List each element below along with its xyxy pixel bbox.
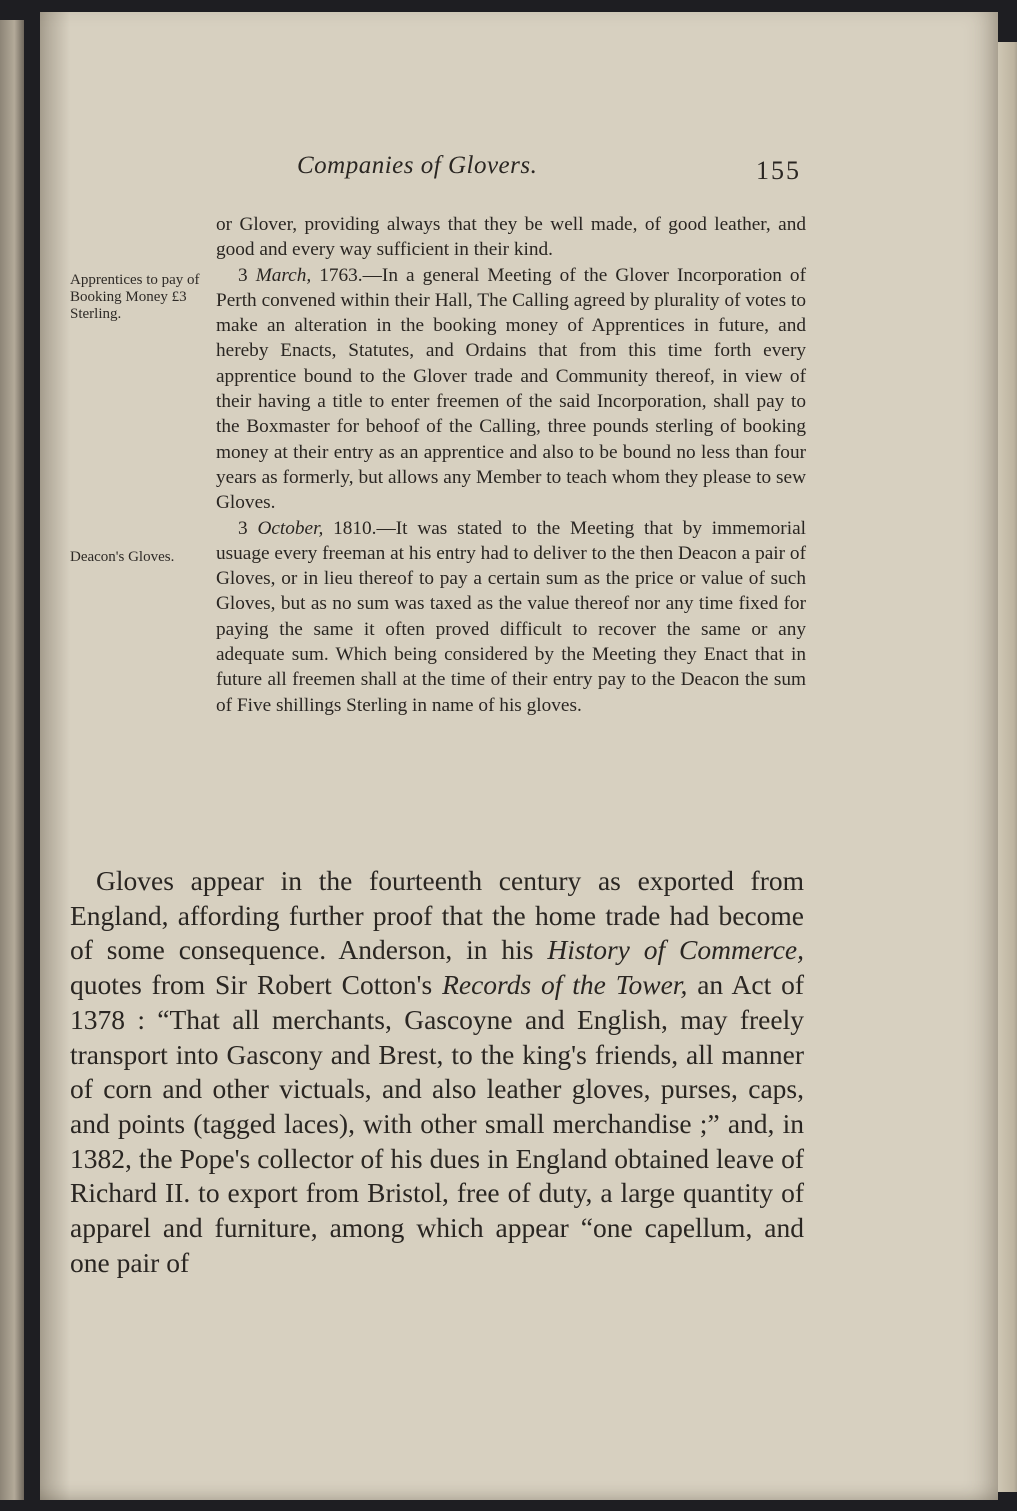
entry-1810-day: 3 xyxy=(238,517,258,539)
running-header: Companies of Glovers. xyxy=(297,152,538,179)
previous-page-edge xyxy=(0,20,24,1500)
margin-note-apprentices: Apprentices to pay of Booking Money £3 Sterling. xyxy=(70,272,200,322)
body-paragraph xyxy=(70,864,804,1280)
entry-1810-text: 1810.—It was stated to the Meeting that by immemorial usuage every freeman at his entry had to deliver to the then Deacon a pair of Gloves, or in lieu thereof to pay a certain sum as the price or value of such Gloves, but as no sum was taxed as the value thereof nor any time fixed for paying the same it often proved difficult to recover the same or any adequate sum. Which being considered by the Meeting they Enact that in future all freemen shall at the time of their entry pay to the Deacon the sum of Five shillings Sterling in name of his gloves. xyxy=(216,517,807,716)
entry-1763-month: March, xyxy=(255,264,312,286)
continuation-paragraph: or Glover, providing always that they be well made, of good leather, and good and every way sufficient in their kind. xyxy=(216,214,806,261)
book-title-history-of-commerce: History of Commerce, xyxy=(547,934,804,966)
page-number: 155 xyxy=(756,156,801,185)
entry-1763-day: 3 xyxy=(238,264,256,286)
book-title-records-of-the-tower: Records of the Tower, xyxy=(442,969,688,1001)
body-text-part-3: an Act of 1378 : “That all merchants, Gascoyne and English, may freely transport into Gascony and Brest, to the king's friends, all manner of corn and other victuals, and also leather gloves, purses, caps, and points (tagged laces), with other small merchandise ;” and, in 1382, the Pope's collector of his dues in England obtained leave of Richard II. to export from Bristol, free of duty, a large quantity of apparel and furniture, among which appear “one capellum, and one pair of xyxy=(70,969,804,1278)
entry-1810-month: October, xyxy=(257,517,324,539)
body-text-part-2: quotes from Sir Robert Cotton's xyxy=(70,969,443,1001)
entry-1810 xyxy=(216,516,806,718)
margin-note-deacons-gloves: Deacon's Gloves. xyxy=(70,549,175,565)
body-text xyxy=(70,864,804,1280)
entry-1763-text: 1763.—In a general Meeting of the Glover Incorporation of Perth convened within their Hall, The Calling agreed by plurality of votes to make an alteration in the booking money of Apprentices in future, and hereby Enacts, Statutes, and Ordains that from this time forth every apprentice bound to the Glover trade and Community thereof, in view of their having a title to enter freemen of the said Incorporation, shall pay to the Boxmaster for behoof of the Calling, three pounds sterling of booking money at their entry as an apprentice and also to be bound no less than four years as formerly, but allows any Member to teach whom they please to sew Gloves. xyxy=(216,264,806,514)
book-page xyxy=(40,12,998,1500)
entry-1763 xyxy=(216,263,806,516)
body-text-part-1: Gloves appear in the fourteenth century as exported from England, affording further proof that the home trade had become of some consequence. Anderson, in his xyxy=(70,865,804,966)
minutes-extract xyxy=(216,212,806,718)
gutter-shadow xyxy=(40,12,70,1500)
page-edge xyxy=(998,42,1017,1492)
